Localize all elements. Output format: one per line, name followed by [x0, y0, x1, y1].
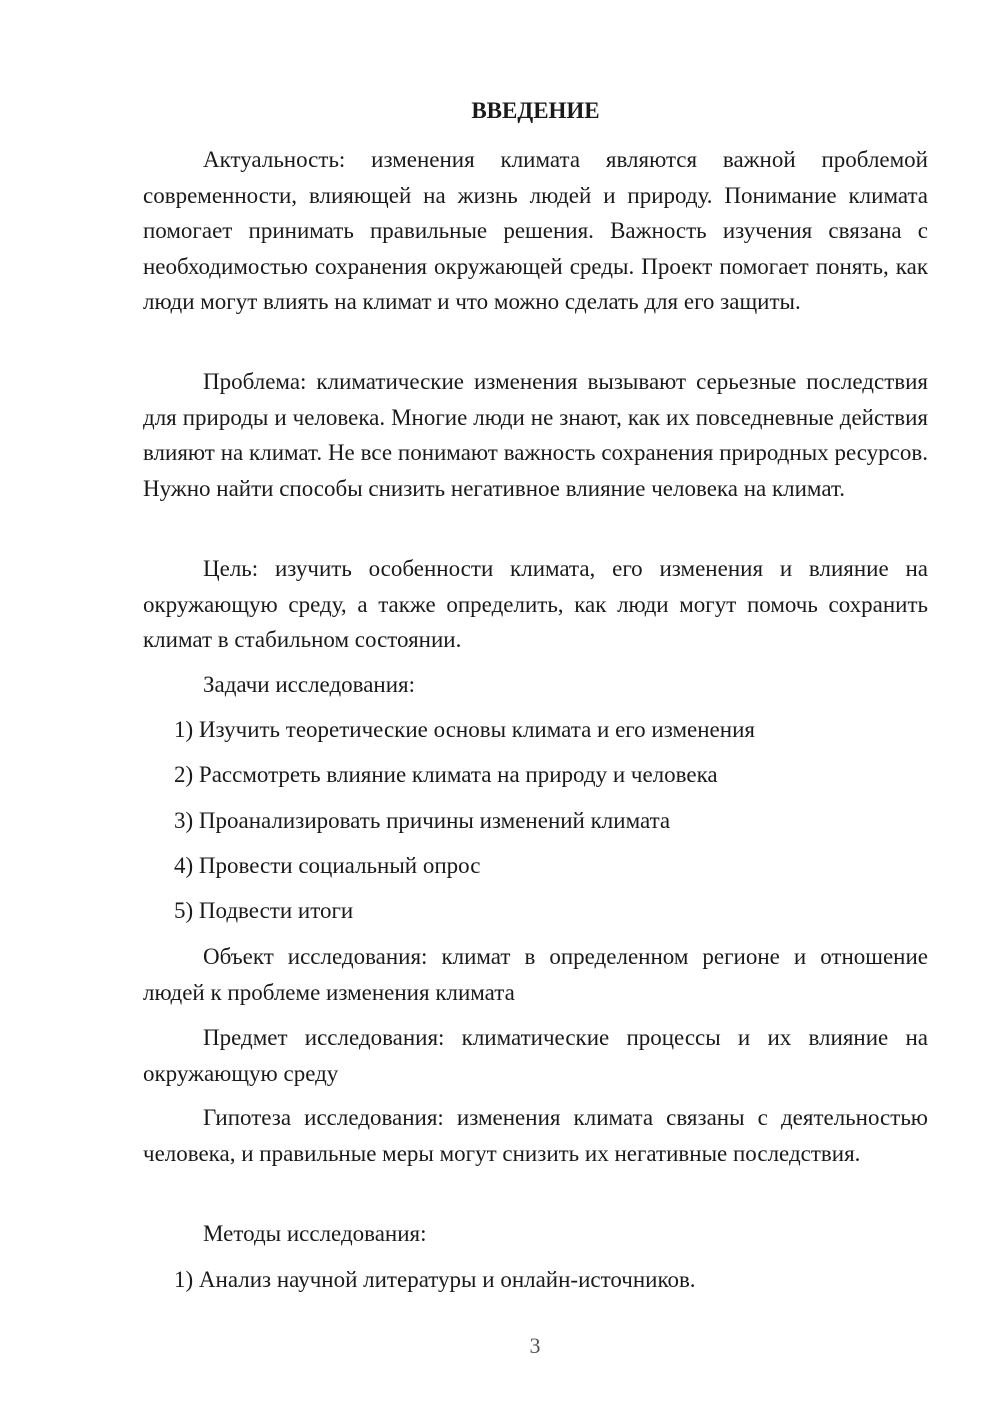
methods-heading: Методы исследования:	[203, 1221, 427, 1246]
paragraph-problem: Проблема: климатические изменения вызывают серьезные последствия для природы и человека. Многие люди не знают, как их повседневные действия влияют на климат. Не все понимают важность сохранения природных ресурсов. Нужно найти способы снизить негативное влияние человека на климат.	[143, 369, 928, 501]
page-number: 3	[529, 1333, 541, 1358]
paragraph-relevance: Актуальность: изменения климата являются важной проблемой современности, влияющей на жизнь людей и природу. Понимание климата помогает принимать правильные решения. Важность изучения связана с необходимостью сохранения окружающей среды. Проект помогает понять, как люди могут влиять на климат и что можно сделать для его защиты.	[143, 147, 928, 314]
task-item-3: 3) Проанализировать причины изменений климата	[174, 808, 671, 833]
method-item-1: 1) Анализ научной литературы и онлайн-источников.	[174, 1267, 696, 1292]
page-title: ВВЕДЕНИЕ	[471, 98, 600, 123]
task-item-2: 2) Рассмотреть влияние климата на природу и человека	[174, 762, 718, 787]
paragraph-subject: Предмет исследования: климатические процессы и их влияние на окружающую среду	[143, 1025, 928, 1086]
task-item-5: 5) Подвести итоги	[174, 898, 354, 923]
paragraph-hypothesis: Гипотеза исследования: изменения климата связаны с деятельностью человека, и правильные меры могут снизить их негативные последствия.	[143, 1105, 928, 1166]
tasks-heading: Задачи исследования:	[203, 672, 416, 697]
paragraph-goal: Цель: изучить особенности климата, его изменения и влияние на окружающую среду, а также определить, как люди могут помочь сохранить климат в стабильном состоянии.	[143, 556, 928, 652]
task-item-4: 4) Провести социальный опрос	[174, 853, 481, 878]
paragraph-object: Объект исследования: климат в определенном регионе и отношение людей к проблеме изменения климата	[143, 944, 928, 1005]
task-item-1: 1) Изучить теоретические основы климата и его изменения	[174, 717, 755, 742]
